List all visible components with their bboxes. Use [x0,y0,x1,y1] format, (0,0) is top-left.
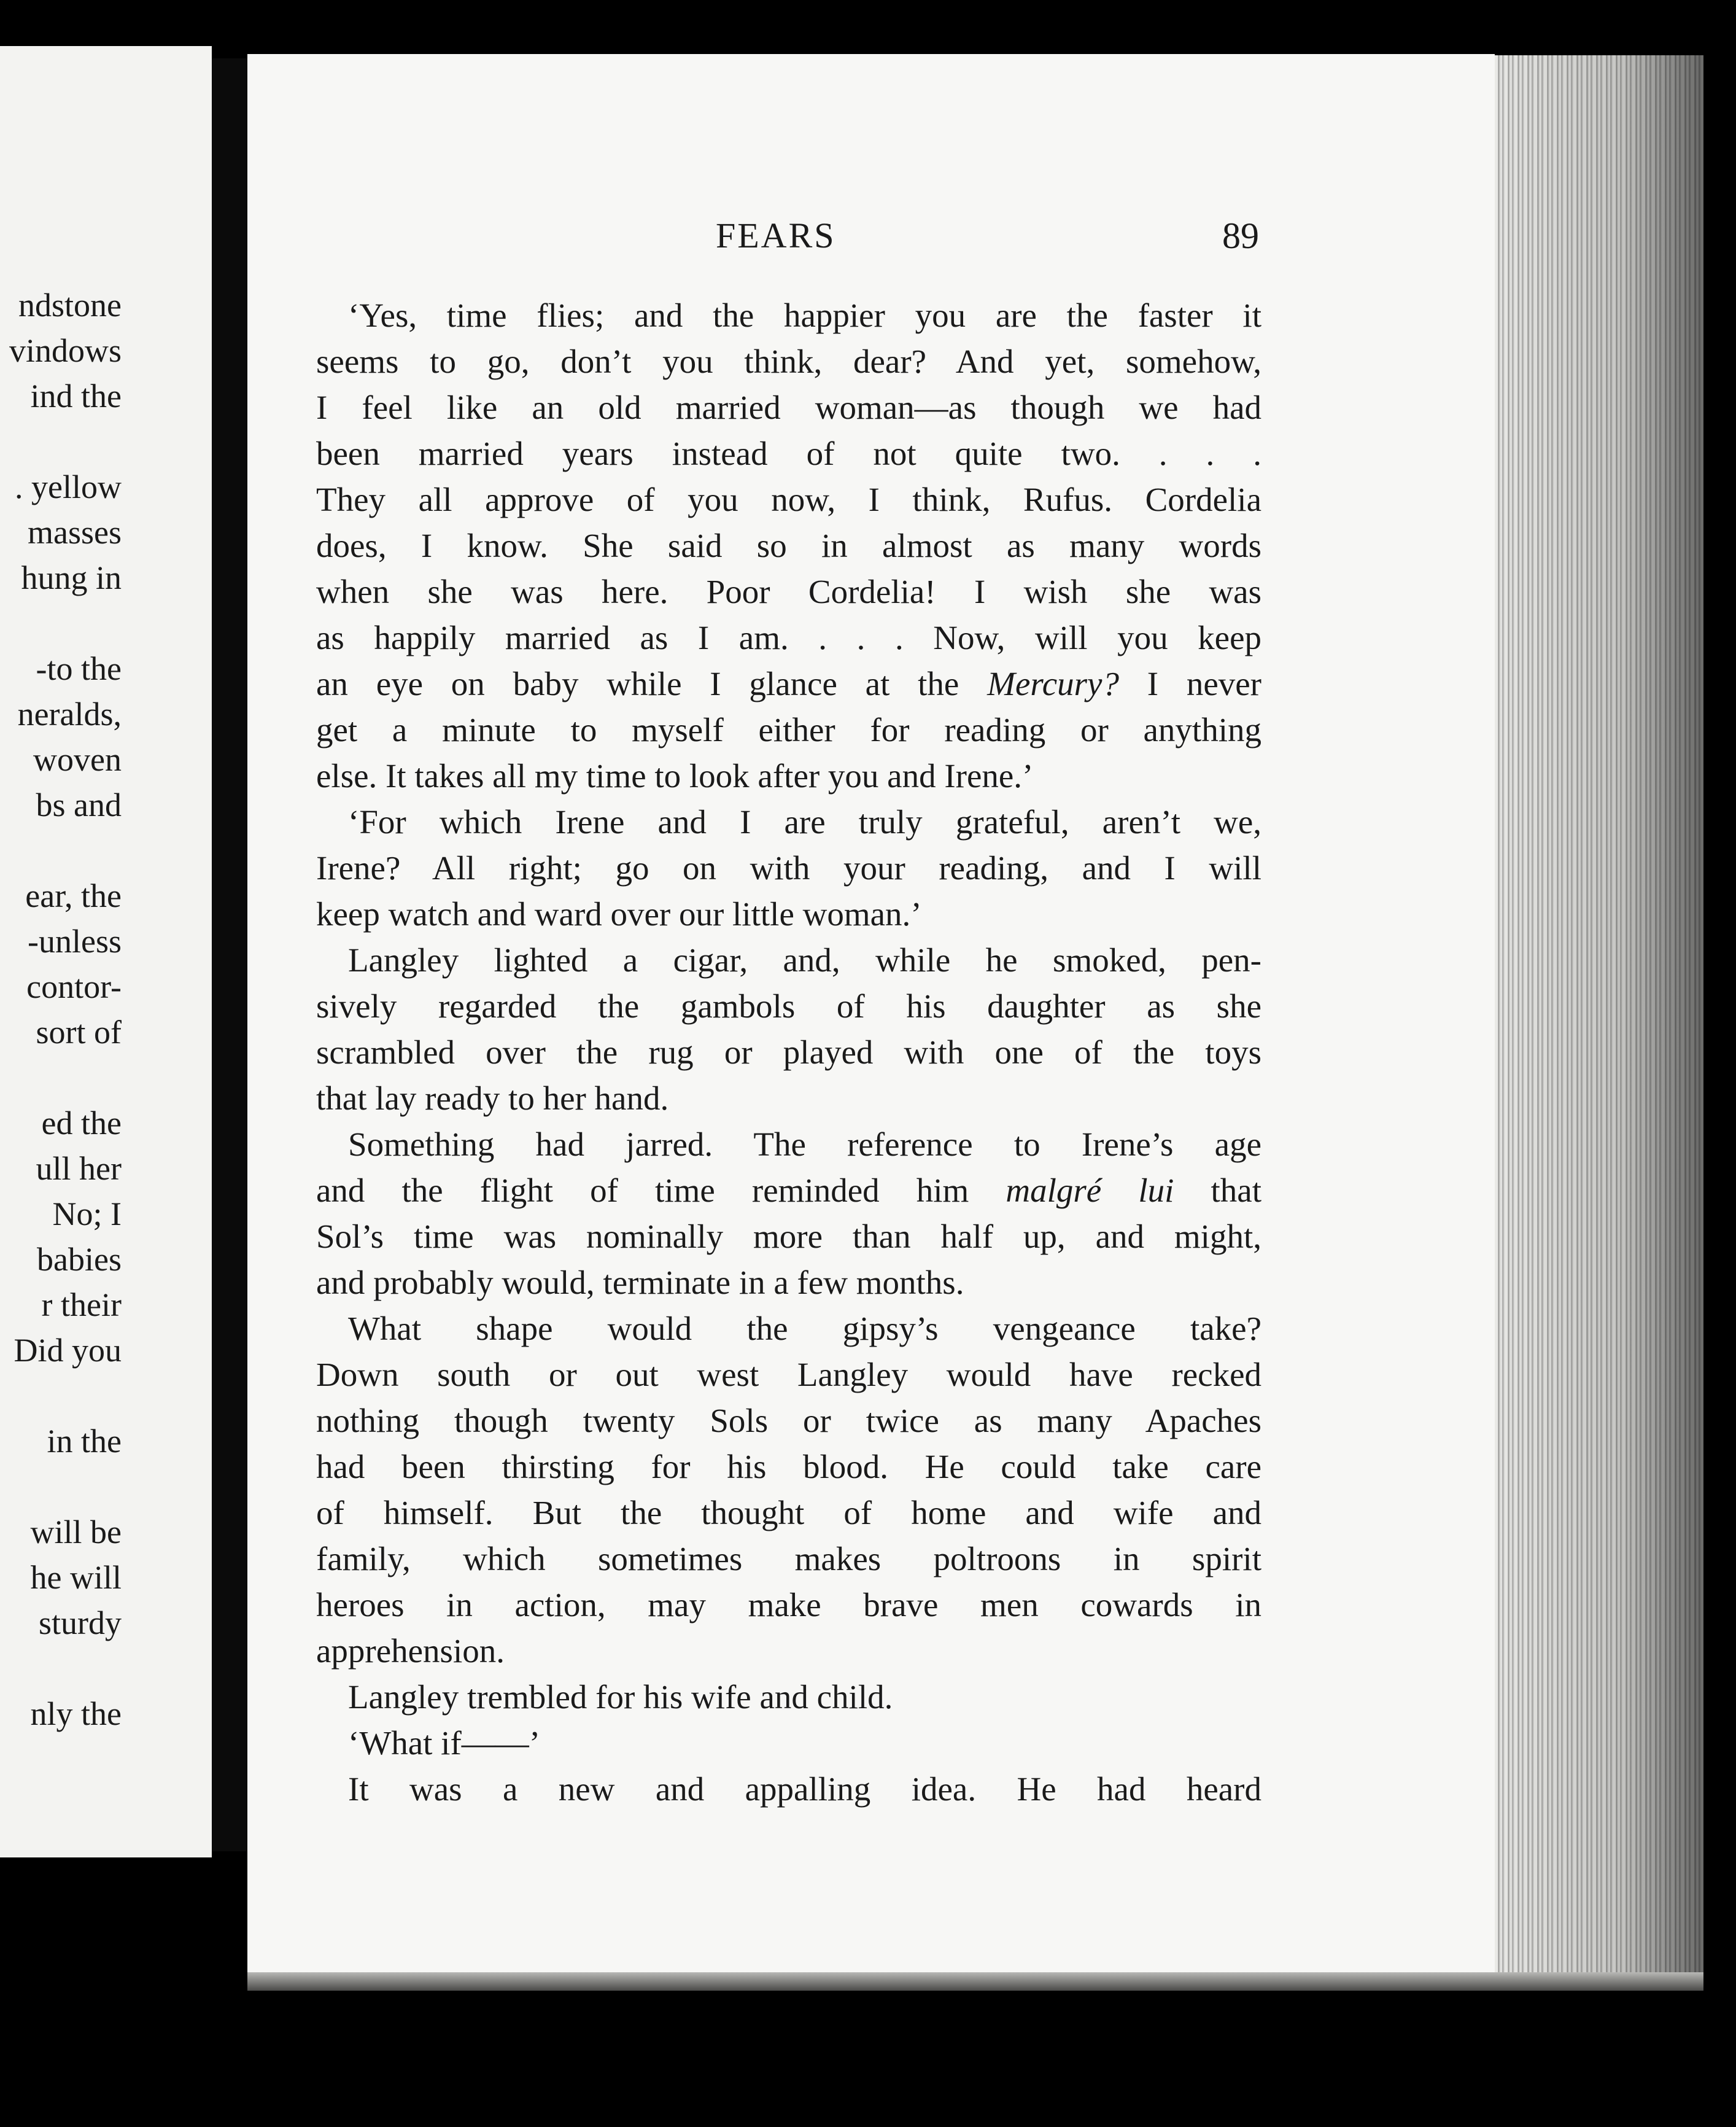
text-line: scrambled over the rug or played with one of the toys [316,1033,1261,1071]
text-line: keep watch and ward over our little woman.’ [316,895,922,933]
previous-page-line: nly the [30,1695,122,1732]
text-line: had been thirsting for his blood. He could take care [316,1448,1261,1485]
text-line: get a minute to myself either for reading or anything [316,711,1261,749]
text-segment: an eye on baby while I glance at the [316,665,988,702]
previous-page-line: vindows [9,332,122,369]
previous-page-line: -unless [28,923,122,960]
text-line: Down south or out west Langley would have recked [316,1356,1261,1393]
previous-page-line: -to the [36,650,122,687]
text-line: as happily married as I am. . . . Now, will you keep [316,619,1261,656]
previous-page-line: masses [28,514,122,551]
body-text [316,292,1261,1812]
text-line: nothing though twenty Sols or twice as many Apaches [316,1402,1261,1439]
text-line [316,661,1261,707]
previous-page-line: ear, the [25,877,122,914]
previous-page-line: will be [30,1514,122,1550]
text-line: sively regarded the gambols of his daughter as she [316,987,1261,1025]
previous-page-line: Did you [14,1332,122,1369]
previous-page-line: sort of [36,1014,122,1051]
previous-page-line: hung in [21,559,122,596]
running-head [247,215,1495,270]
previous-page-line: woven [33,741,122,778]
text-line: when she was here. Poor Cordelia! I wish she was [316,573,1261,610]
text-line: ‘For which Irene and I are truly grateful, aren’t we, [348,803,1261,841]
text-line: does, I know. She said so in almost as many words [316,527,1261,564]
previous-page-line: he will [30,1559,122,1596]
text-line: They all approve of you now, I think, Rufus. Cordelia [316,481,1261,518]
book-bottom-edge [247,1972,1703,1991]
text-line: of himself. But the thought of home and wife and [316,1494,1261,1531]
previous-page-line: ed the [41,1105,122,1141]
previous-page-line: babies [37,1241,122,1278]
text-line: that lay ready to her hand. [316,1079,669,1117]
previous-page-line: ull her [36,1150,122,1187]
text-line: family, which sometimes makes poltroons in spirit [316,1540,1261,1577]
previous-page-line: bs and [36,787,122,823]
previous-page-line: ndstone [18,287,122,324]
previous-page-line: r their [41,1286,122,1323]
text-segment: I never [1118,665,1261,702]
text-line: What shape would the gipsy’s vengeance take? [348,1310,1261,1347]
text-line: ‘What if——’ [348,1724,541,1762]
text-segment: and the flight of time reminded him [316,1172,1006,1209]
text-line: Something had jarred. The reference to Irene’s age [348,1126,1261,1163]
text-line: been married years instead of not quite two. . . . [316,435,1261,472]
book-gutter [212,58,247,1851]
text-line: and probably would, terminate in a few months. [316,1264,964,1301]
text-line: Langley lighted a cigar, and, while he smoked, pen- [348,941,1261,979]
page-number: 89 [1222,216,1259,256]
text-line: heroes in action, may make brave men cowards in [316,1586,1261,1623]
text-line: ‘Yes, time flies; and the happier you are the faster it [348,297,1261,334]
text-segment: that [1174,1172,1261,1209]
text-line [316,1167,1261,1213]
italic-phrase: Mercury? [987,665,1119,702]
previous-page [0,46,212,1857]
previous-page-line: . yellow [15,469,122,505]
text-line: seems to go, don’t you think, dear? And yet, somehow, [316,343,1261,380]
text-line: Sol’s time was nominally more than half up, and might, [316,1218,1261,1255]
text-line: else. It takes all my time to look after you and Irene.’ [316,757,1034,795]
previous-page-line: ind the [30,378,122,414]
book-page [247,54,1495,1972]
page-block-edges [1495,55,1703,1989]
running-title: FEARS [716,216,836,255]
text-line: Langley trembled for his wife and child. [348,1678,893,1716]
italic-phrase: malgré lui [1006,1172,1174,1209]
previous-page-line: neralds, [17,696,122,733]
previous-page-line: in the [47,1423,122,1460]
previous-page-line: contor- [26,968,122,1005]
text-line: It was a new and appalling idea. He had heard [348,1770,1261,1808]
text-line: apprehension. [316,1632,505,1670]
previous-page-line: sturdy [39,1604,122,1641]
text-line: Irene? All right; go on with your reading, and I will [316,849,1261,887]
previous-page-line: No; I [52,1196,122,1232]
text-line: I feel like an old married woman—as though we had [316,389,1261,426]
